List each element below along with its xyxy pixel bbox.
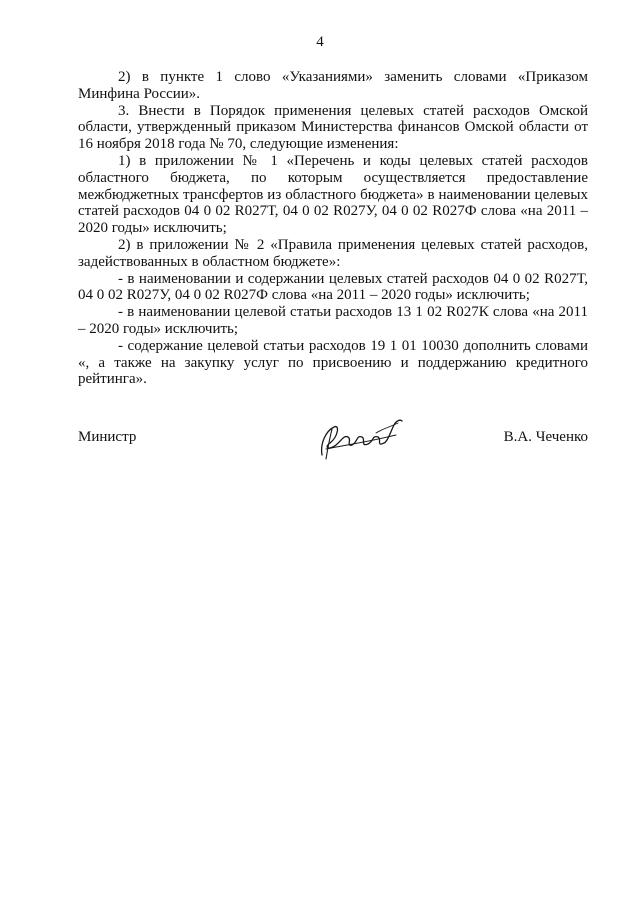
position-title: Министр xyxy=(78,429,137,445)
document-body xyxy=(78,69,588,388)
page-number: 4 xyxy=(316,34,324,50)
handwritten-signature xyxy=(316,415,406,463)
paragraph: 3. Внести в Порядок применения целевых статей расходов Омской области, утвержденный приказом Министерства финансов Омской области от 16 ноября 2018 года № 70, следующие изменения: xyxy=(78,102,588,153)
paragraph: 2) в пункте 1 слово «Указаниями» заменить словами «Приказом Минфина России». xyxy=(78,69,588,102)
paragraph: - в наименовании и содержании целевых статей расходов 04 0 02 R027Т, 04 0 02 R027У, 04 0 02 R027Ф слова «на 2011 – 2020 годы» исключить; xyxy=(78,270,588,304)
paragraph: 2) в приложении № 2 «Правила применения целевых статей расходов, задействованных в областном бюджете»: xyxy=(78,236,588,270)
paragraph: - содержание целевой статьи расходов 19 1 01 10030 дополнить словами «, а также на закупку услуг по присвоению и поддержанию кредитного рейтинга». xyxy=(78,337,588,388)
paragraph: 1) в приложении № 1 «Перечень и коды целевых статей расходов областного бюджета, по которым осуществляется предоставление межбюджетных трансфертов из областного бюджета» в наименовании целевых статей расходов 04 0 02 R027Т, 04 0 02 R027У, 04 0 02 R027Ф слова «на 2011 – 2020 годы» исключить; xyxy=(78,152,588,237)
paragraph: - в наименовании целевой статьи расходов 13 1 02 R027К слова «на 2011 – 2020 годы» исключить; xyxy=(78,304,588,337)
signer-name: В.А. Чеченко xyxy=(503,429,588,445)
signature-block xyxy=(78,429,588,469)
